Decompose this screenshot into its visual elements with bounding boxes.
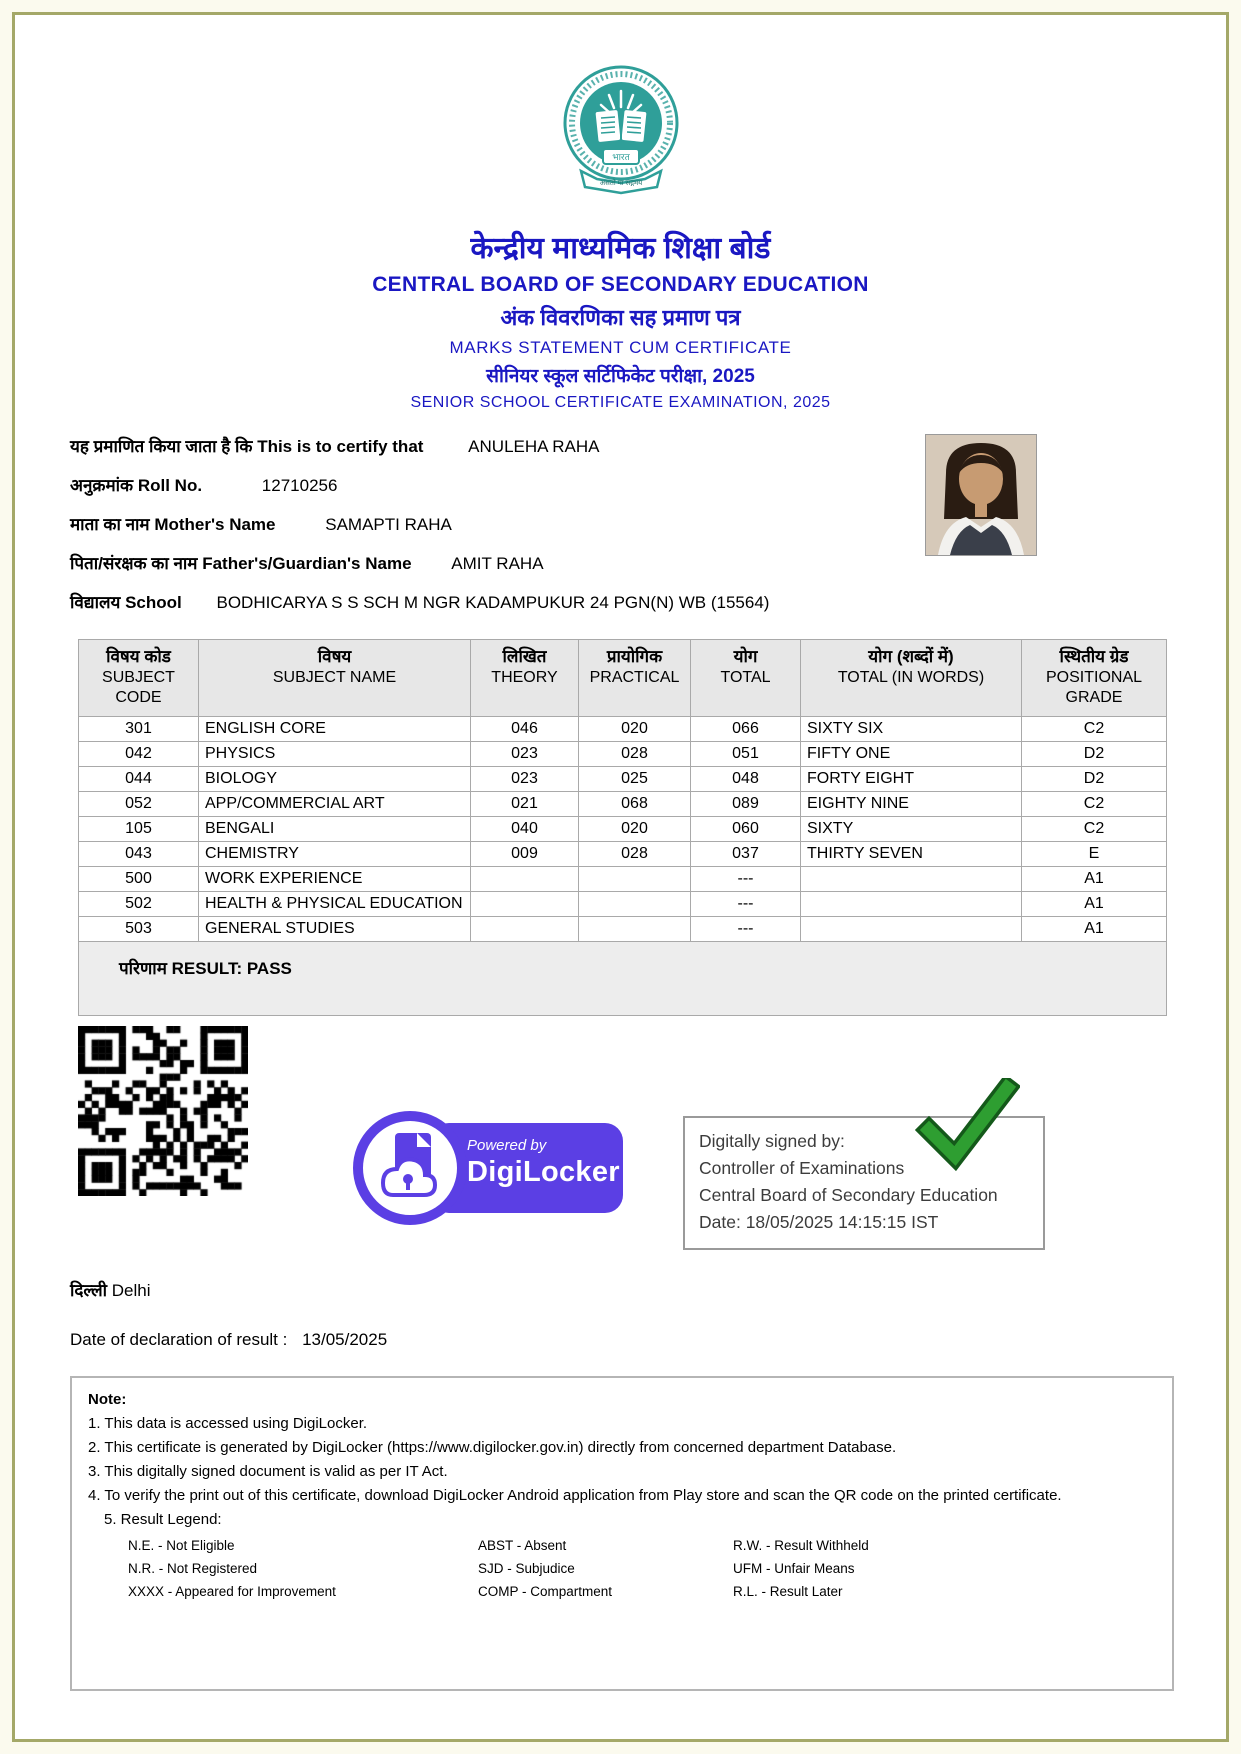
father-label-hindi: पिता/संरक्षक का नाम xyxy=(70,554,198,573)
subject-code: 503 xyxy=(79,917,199,942)
total-marks: 089 xyxy=(691,792,801,817)
signature-line-1: Digitally signed by: xyxy=(699,1131,845,1151)
result-legend xyxy=(128,1534,1156,1603)
total-in-words: FIFTY ONE xyxy=(801,742,1022,767)
note-box xyxy=(70,1376,1174,1691)
note-title: Note: xyxy=(88,1391,127,1408)
mother-name: SAMAPTI RAHA xyxy=(325,515,452,534)
school-row xyxy=(70,590,1171,613)
positional-grade: A1 xyxy=(1022,867,1167,892)
signature-valid-check-icon xyxy=(915,1078,1020,1178)
digilocker-badge xyxy=(353,1111,683,1231)
positional-grade: C2 xyxy=(1022,717,1167,742)
theory-marks: 023 xyxy=(471,742,579,767)
legend-row xyxy=(128,1534,1156,1557)
total-in-words: FORTY EIGHT xyxy=(801,767,1022,792)
note-item: 4. To verify the print out of this certificate, download DigiLocker Android application from Play store and scan the QR code on the printed certificate. xyxy=(88,1487,1062,1504)
school-label-english: School xyxy=(125,593,182,612)
subject-row xyxy=(79,742,1167,767)
theory-marks xyxy=(471,917,579,942)
student-photo xyxy=(925,434,1037,556)
subject-row xyxy=(79,717,1167,742)
cbse-logo xyxy=(559,63,683,218)
theory-marks: 021 xyxy=(471,792,579,817)
positional-grade: C2 xyxy=(1022,817,1167,842)
legend-cell: SJD - Subjudice xyxy=(478,1561,575,1576)
column-header-hindi: योग xyxy=(733,647,758,666)
total-in-words xyxy=(801,867,1022,892)
board-title-hindi: केन्द्रीय माध्यमिक शिक्षा बोर्ड xyxy=(470,232,771,265)
mother-label-hindi: माता का नाम xyxy=(70,515,150,534)
legend-cell: N.E. - Not Eligible xyxy=(128,1538,235,1553)
total-marks: 060 xyxy=(691,817,801,842)
total-in-words xyxy=(801,917,1022,942)
roll-label-english: Roll No. xyxy=(137,476,203,495)
father-label-english: Father's/Guardian's Name xyxy=(202,554,412,573)
practical-marks xyxy=(579,917,691,942)
positional-grade: D2 xyxy=(1022,742,1167,767)
exam-title-hindi: सीनियर स्कूल सर्टिफिकेट परीक्षा, 2025 xyxy=(486,366,755,387)
certify-label-hindi: यह प्रमाणित किया जाता है कि xyxy=(70,437,253,456)
column-header-hindi: लिखित xyxy=(502,647,547,666)
column-header-hindi: विषय xyxy=(317,647,352,666)
marks-table-head xyxy=(79,640,1167,717)
subject-row xyxy=(79,767,1167,792)
column-header xyxy=(691,640,801,717)
declaration-date-line xyxy=(70,1330,387,1350)
subject-name: APP/COMMERCIAL ART xyxy=(199,792,471,817)
note-items xyxy=(88,1412,1156,1508)
theory-marks xyxy=(471,892,579,917)
digilocker-cloud-icon xyxy=(353,1111,467,1225)
legend-row xyxy=(128,1557,1156,1580)
practical-marks: 028 xyxy=(579,742,691,767)
doc-subtitle-english: MARKS STATEMENT CUM CERTIFICATE xyxy=(449,338,792,357)
legend-cell: ABST - Absent xyxy=(478,1538,567,1553)
positional-grade: E xyxy=(1022,842,1167,867)
place-english: Delhi xyxy=(111,1281,151,1300)
total-marks: --- xyxy=(691,917,801,942)
subject-row xyxy=(79,817,1167,842)
positional-grade: A1 xyxy=(1022,892,1167,917)
subject-row xyxy=(79,792,1167,817)
subject-row xyxy=(79,842,1167,867)
theory-marks: 040 xyxy=(471,817,579,842)
signature-line-2: Controller of Examinations xyxy=(699,1158,905,1178)
student-photo-image xyxy=(926,435,1036,555)
theory-marks xyxy=(471,867,579,892)
board-title-english: CENTRAL BOARD OF SECONDARY EDUCATION xyxy=(372,273,869,296)
theory-marks: 046 xyxy=(471,717,579,742)
note-item: 1. This data is accessed using DigiLocker. xyxy=(88,1415,368,1432)
result-label-english: RESULT: xyxy=(171,959,243,978)
column-header-hindi: योग (शब्दों में) xyxy=(868,647,954,666)
subject-name: BIOLOGY xyxy=(199,767,471,792)
certificate-header xyxy=(70,15,1171,412)
total-marks: 037 xyxy=(691,842,801,867)
total-in-words xyxy=(801,892,1022,917)
digilocker-name-label: DigiLocker xyxy=(467,1156,620,1188)
practical-marks: 028 xyxy=(579,842,691,867)
column-header-english: TOTAL (IN WORDS) xyxy=(837,669,985,686)
subject-name: PHYSICS xyxy=(199,742,471,767)
declaration-label: Date of declaration of result : xyxy=(70,1330,288,1349)
subject-row xyxy=(79,892,1167,917)
column-header-hindi: विषय कोड xyxy=(106,647,171,666)
subject-name: GENERAL STUDIES xyxy=(199,917,471,942)
practical-marks: 068 xyxy=(579,792,691,817)
column-header xyxy=(801,640,1022,717)
marks-table xyxy=(78,639,1167,1016)
total-in-words: THIRTY SEVEN xyxy=(801,842,1022,867)
qr-code xyxy=(78,1026,248,1196)
column-header-english: THEORY xyxy=(491,669,558,686)
result-value: PASS xyxy=(246,959,292,978)
page-content xyxy=(15,15,1226,1739)
subject-code: 042 xyxy=(79,742,199,767)
school-label-hindi: विद्यालय xyxy=(70,593,121,612)
column-header-english: POSITIONAL GRADE xyxy=(1045,669,1143,706)
subject-row xyxy=(79,917,1167,942)
total-marks: 051 xyxy=(691,742,801,767)
total-in-words: EIGHTY NINE xyxy=(801,792,1022,817)
doc-subtitle-hindi: अंक विवरणिका सह प्रमाण पत्र xyxy=(500,305,741,330)
result-legend-title: 5. Result Legend: xyxy=(104,1511,222,1528)
theory-marks: 009 xyxy=(471,842,579,867)
column-header xyxy=(579,640,691,717)
signature-line-4: Date: 18/05/2025 14:15:15 IST xyxy=(699,1212,939,1232)
subject-code: 052 xyxy=(79,792,199,817)
subject-row xyxy=(79,867,1167,892)
result-label-hindi: परिणाम xyxy=(119,959,167,978)
column-header xyxy=(1022,640,1167,717)
column-header xyxy=(471,640,579,717)
digilocker-powered-by-label: Powered by xyxy=(467,1137,547,1154)
column-header-english: SUBJECT CODE xyxy=(102,669,175,706)
legend-cell: UFM - Unfair Means xyxy=(733,1561,855,1576)
logo-motto-text: असतो मा सद्गमय xyxy=(599,180,642,187)
page-border-frame xyxy=(12,12,1229,1742)
marks-table-body xyxy=(79,717,1167,942)
column-header-hindi: प्रायोगिक xyxy=(606,647,663,666)
marks-header-row xyxy=(79,640,1167,717)
legend-cell: R.W. - Result Withheld xyxy=(733,1538,869,1553)
result-row xyxy=(79,942,1167,1016)
father-name: AMIT RAHA xyxy=(451,554,544,573)
positional-grade: C2 xyxy=(1022,792,1167,817)
practical-marks: 025 xyxy=(579,767,691,792)
student-name: ANULEHA RAHA xyxy=(468,437,600,456)
exam-title-english: SENIOR SCHOOL CERTIFICATE EXAMINATION, 2025 xyxy=(410,394,831,411)
subject-code: 502 xyxy=(79,892,199,917)
roll-label-hindi: अनुक्रमांक xyxy=(70,476,134,495)
subject-code: 044 xyxy=(79,767,199,792)
subject-name: WORK EXPERIENCE xyxy=(199,867,471,892)
total-marks: 048 xyxy=(691,767,801,792)
subject-code: 043 xyxy=(79,842,199,867)
footer-section xyxy=(70,1016,1171,1376)
total-marks: --- xyxy=(691,892,801,917)
legend-cell: COMP - Compartment xyxy=(478,1584,613,1599)
column-header xyxy=(79,640,199,717)
subject-code: 500 xyxy=(79,867,199,892)
note-item: 2. This certificate is generated by DigiLocker (https://www.digilocker.gov.in) directly from concerned department Database. xyxy=(88,1439,897,1456)
column-header-english: PRACTICAL xyxy=(589,669,680,686)
signature-line-3: Central Board of Secondary Education xyxy=(699,1185,998,1205)
place-line xyxy=(70,1278,151,1301)
place-hindi: दिल्ली xyxy=(70,1281,108,1300)
certify-label-english: This is to certify that xyxy=(257,437,424,456)
subject-name: ENGLISH CORE xyxy=(199,717,471,742)
subject-name: CHEMISTRY xyxy=(199,842,471,867)
declaration-date: 13/05/2025 xyxy=(302,1330,388,1349)
positional-grade: D2 xyxy=(1022,767,1167,792)
legend-cell: XXXX - Appeared for Improvement xyxy=(128,1584,336,1599)
column-header xyxy=(199,640,471,717)
subject-name: BENGALI xyxy=(199,817,471,842)
column-header-english: TOTAL xyxy=(720,669,771,686)
legend-row xyxy=(128,1580,1156,1603)
school-name: BODHICARYA S S SCH M NGR KADAMPUKUR 24 PGN(N) WB (15564) xyxy=(216,593,770,612)
column-header-english: SUBJECT NAME xyxy=(272,669,397,686)
total-marks: --- xyxy=(691,867,801,892)
logo-banner-text: भारत xyxy=(611,152,630,162)
column-header-hindi: स्थितीय ग्रेड xyxy=(1059,647,1129,666)
mother-label-english: Mother's Name xyxy=(154,515,276,534)
student-info-section xyxy=(70,434,1171,613)
cbse-emblem-icon xyxy=(559,63,683,213)
practical-marks: 020 xyxy=(579,717,691,742)
roll-number: 12710256 xyxy=(261,476,338,495)
total-in-words: SIXTY xyxy=(801,817,1022,842)
positional-grade: A1 xyxy=(1022,917,1167,942)
total-marks: 066 xyxy=(691,717,801,742)
practical-marks xyxy=(579,867,691,892)
theory-marks: 023 xyxy=(471,767,579,792)
subject-code: 105 xyxy=(79,817,199,842)
legend-cell: N.R. - Not Registered xyxy=(128,1561,258,1576)
practical-marks xyxy=(579,892,691,917)
subject-code: 301 xyxy=(79,717,199,742)
note-item: 3. This digitally signed document is valid as per IT Act. xyxy=(88,1463,448,1480)
subject-name: HEALTH & PHYSICAL EDUCATION xyxy=(199,892,471,917)
legend-cell: R.L. - Result Later xyxy=(733,1584,843,1599)
practical-marks: 020 xyxy=(579,817,691,842)
total-in-words: SIXTY SIX xyxy=(801,717,1022,742)
